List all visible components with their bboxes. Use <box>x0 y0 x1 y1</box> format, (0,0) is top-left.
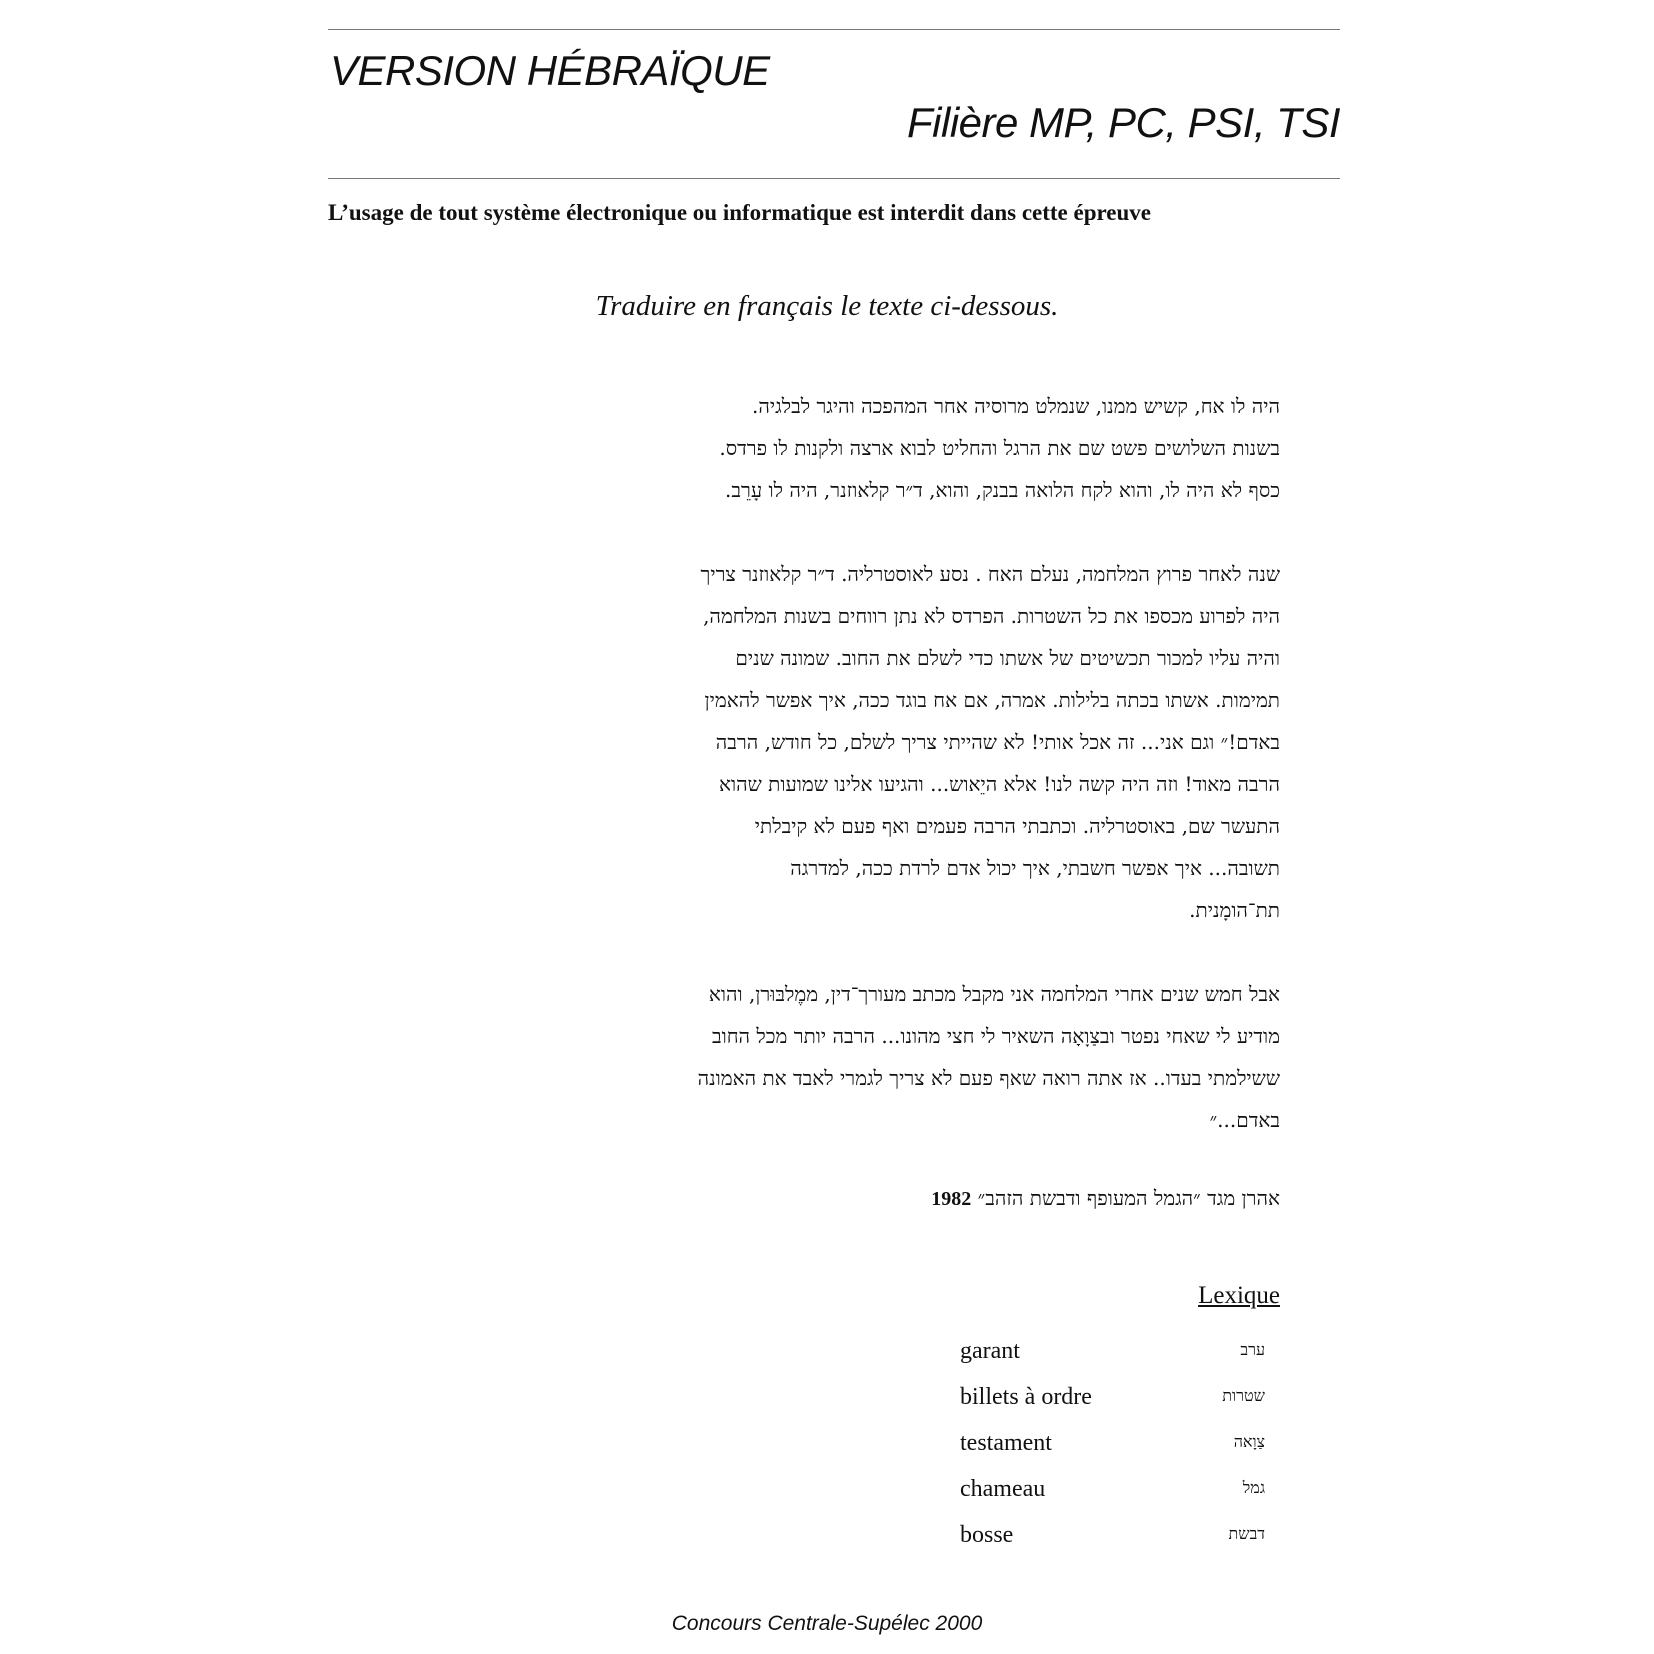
hebrew-paragraph-3 <box>580 973 1280 1141</box>
text-line: והיה עליו למכור תכשיטים של אשתו כדי לשלם את החוב. שמונה שנים <box>735 646 1280 670</box>
text-line: באדם...״ <box>1209 1108 1280 1132</box>
text-line: ששילמתי בעדו.. אז אתה רואה שאף פעם לא צריך לגמרי לאבד את האמונה <box>697 1066 1280 1090</box>
lexicon-hebrew: ערב <box>1240 1340 1265 1359</box>
lexicon-entry <box>960 1384 1265 1430</box>
lexicon-entry <box>960 1476 1265 1522</box>
electronic-devices-notice: L’usage de tout système électronique ou informatique est interdit dans cette épreuve <box>328 200 1152 225</box>
text-line: תשובה... איך אפשר חשבתי, איך יכול אדם לרדת ככה, למדרגה <box>790 856 1280 880</box>
text-line: היה לפרוע מכספו את כל השטרות. הפרדס לא נתן רווחים בשנות המלחמה, <box>703 604 1280 628</box>
version-title: VERSION HÉBRAÏQUE <box>330 47 770 94</box>
lexicon-title: Lexique <box>1198 1282 1280 1309</box>
lexicon-french: chameau <box>960 1476 1046 1502</box>
lexicon-french: testament <box>960 1430 1052 1456</box>
text-line: באדם!״ וגם אני... זה אכל אותי! לא שהייתי צריך לשלם, כל חודש, הרבה <box>715 730 1280 754</box>
hebrew-paragraph-2 <box>580 553 1280 931</box>
lexicon-french: billets à ordre <box>960 1384 1092 1410</box>
lexicon-french: garant <box>960 1338 1020 1364</box>
text-line: כסף לא היה לו, והוא לקח הלואה בבנק, והוא, ד״ר קלאוזנר, היה לו עָרֵב. <box>725 478 1280 502</box>
lexicon-table <box>960 1338 1265 1568</box>
header-bottom-rule <box>328 178 1340 179</box>
text-line: בשנות השלושים פשט שם את הרגל והחליט לבוא ארצה ולקנות לו פרדס. <box>719 436 1280 460</box>
footer-contest: Concours Centrale-Supélec 2000 <box>671 1612 983 1635</box>
text-line: התעשר שם, באוסטרליה. וכתבתי הרבה פעמים ואף פעם לא קיבלתי <box>754 814 1280 838</box>
text-line: מודיע לי שאחי נפטר ובצַוָאָה השאיר לי חצי מהונו... הרבה יותר מכל החוב <box>711 1024 1280 1048</box>
text-line: תת־הומָנית. <box>1189 898 1280 922</box>
text-line: תמימות. אשתו בכתה בלילות. אמרה, אם אח בוגד ככה, איך אפשר להאמין <box>704 688 1280 712</box>
translation-instruction: Traduire en français le texte ci-dessous. <box>595 290 1059 322</box>
lexicon-hebrew: גמל <box>1242 1478 1265 1497</box>
source-year: 1982 <box>931 1188 972 1210</box>
lexicon-hebrew: דבשת <box>1228 1524 1265 1543</box>
text-line: הרבה מאוד! וזה היה קשה לנו! אלא היֵאוש... והגיעו אלינו שמועות שהוא <box>719 772 1280 796</box>
filiere-title: Filière MP, PC, PSI, TSI <box>907 99 1340 146</box>
lexicon-entry <box>960 1430 1265 1476</box>
text-line: אבל חמש שנים אחרי המלחמה אני מקבל מכתב מעורך־דין, ממֶלבּוּרן, והוא <box>708 982 1280 1006</box>
lexicon-french: bosse <box>960 1522 1014 1548</box>
lexicon-hebrew: צַוָאה <box>1233 1432 1265 1451</box>
source-author-work: אהרן מגד ״הגמל המעופף ודבשת הזהב״ <box>977 1186 1280 1210</box>
top-rule <box>328 29 1340 30</box>
text-line: היה לו אח, קשיש ממנו, שנמלט מרוסיה אחר המהפכה והיגר לבלגיה. <box>752 394 1280 418</box>
source-citation <box>931 1186 1280 1211</box>
lexicon-entry <box>960 1522 1265 1568</box>
hebrew-paragraph-1 <box>580 385 1280 511</box>
lexicon-hebrew: שטרות <box>1222 1386 1265 1405</box>
text-line: שנה לאחר פרוץ המלחמה, נעלם האח . נסע לאוסטרליה. ד״ר קלאוזנר צריך <box>700 562 1280 586</box>
lexicon-entry <box>960 1338 1265 1384</box>
